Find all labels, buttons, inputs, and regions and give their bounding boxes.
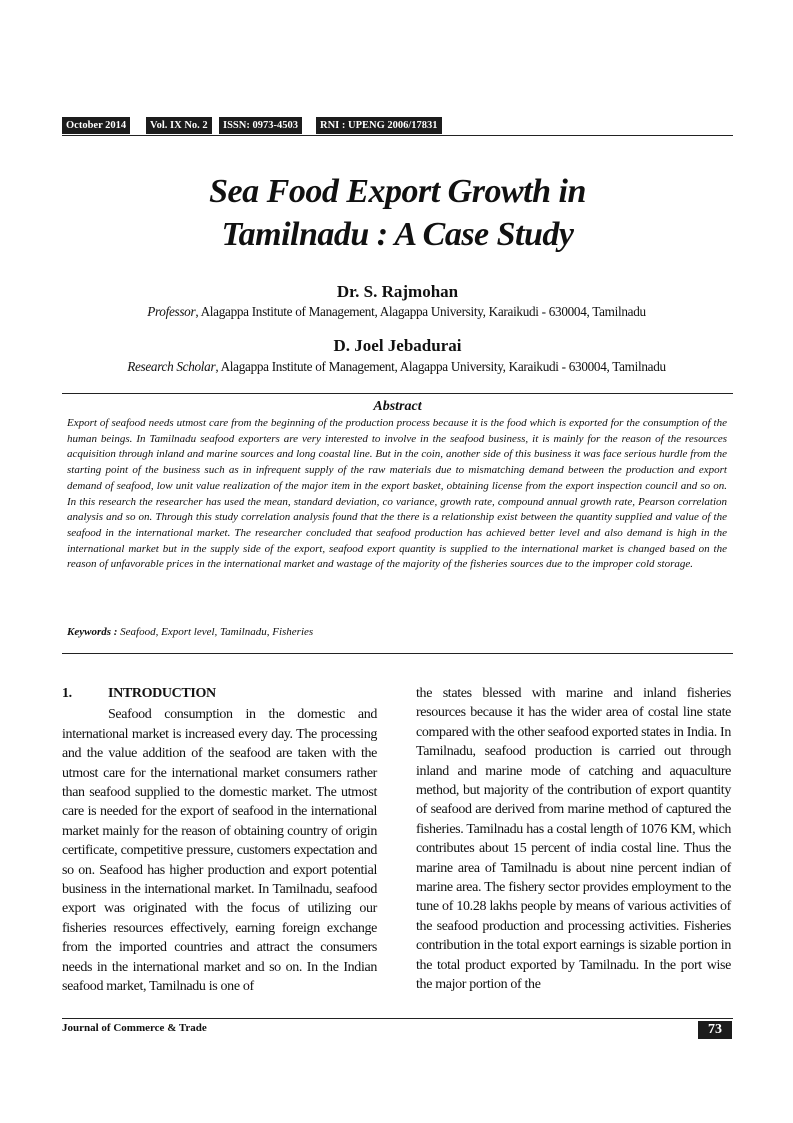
author-2-affiliation: Research Scholar, Alagappa Institute of Management, Alagappa University, Karaikudi - 630004, Tamilnadu xyxy=(127,359,666,374)
abstract-bottom-rule xyxy=(62,653,733,654)
section-heading xyxy=(62,684,377,703)
abstract-heading: Abstract xyxy=(373,399,422,414)
paper-title-line-2: Tamilnadu : A Case Study xyxy=(221,216,574,253)
author-2-role: Research Scholar xyxy=(127,359,216,374)
author-1-name: Dr. S. Rajmohan xyxy=(336,282,459,301)
footer-rule xyxy=(62,1018,733,1019)
body-column-left xyxy=(62,684,377,997)
issue-date-tag: October 2014 xyxy=(62,117,130,134)
rni-tag: RNI : UPENG 2006/17831 xyxy=(316,117,442,134)
author-1-affiliation: Professor, Alagappa Institute of Management, Alagappa University, Karaikudi - 630004, Tamilnadu xyxy=(147,304,646,319)
abstract-text: Export of seafood needs utmost care from the beginning of the production process because it is the food which is exported for the consumption of the human beings. In Tamilnadu seafood exporters are very interested to involve in the seafood business, it is mainly for the reason of the resources acquisition through inland and marine sources and long coastal line. But in the coin, another side of this business it was face serious hurdle from the starting point of the business such as in infrequent supply of the raw materials due to mismatching demand between the production and export demand of seafood, low unit value realization of the major item in the export basket, obtaining license from the export inspection council and so on. In this research the researcher has used the mean, standard deviation, co variance, growth rate, compound annual growth rate, Pearson correlation analysis and so on. Through this study correlation analysis found that the there is a relationship exist between the quantity supplied and value of the seafood in the international market. The researcher concluded that seafood production has achieved better level and also demand is high in the international market but in the supply side of the export, seafood export quantity is supplied to the international market is changed based on the reason of unfavorable prices in the international market and wastage of the majority of the fisheries sources due to the improper cold storage. xyxy=(67,417,727,571)
page-number: 73 xyxy=(698,1021,732,1039)
issue-header-bar xyxy=(62,117,733,136)
volume-tag: Vol. IX No. 2 xyxy=(146,117,212,134)
intro-paragraph-right: the states blessed with marine and inland fisheries resources because it has the wider area of costal line state compared with the other seafood exported states in India. In Tamilnadu, seafood production is carried out through inland and marine mode of catching and aquaculture method, but majority of the contribution of export quantity of seafood are derived from marine method of captured the fisheries. Tamilnadu has a costal length of 1076 KM, which contributes about 15 percent of india costal line. Thus the marine area of Tamilnadu is about nine percent indian of marine area. The fishery sector provides employment to the tune of 10.28 lakhs people by means of various activities of the seafood production and processing activities. Fisheries contribution in the total export earnings is sizable portion in the total product exported by Tamilnadu. In the port wise the major portion of the xyxy=(416,686,731,993)
section-title: INTRODUCTION xyxy=(108,686,216,701)
abstract-top-rule xyxy=(62,393,733,394)
author-1-role: Professor xyxy=(147,304,196,319)
body-column-right xyxy=(416,684,731,995)
section-number: 1. xyxy=(62,686,72,701)
issn-tag: ISSN: 0973-4503 xyxy=(219,117,302,134)
keywords-list: Seafood, Export level, Tamilnadu, Fisheries xyxy=(117,626,314,638)
author-2-name: D. Joel Jebadurai xyxy=(333,336,462,355)
keywords-label: Keywords : xyxy=(67,626,118,638)
journal-name: Journal of Commerce & Trade xyxy=(62,1022,207,1034)
intro-paragraph-left: Seafood consumption in the domestic and international market is increased every day. The processing and the value addition of the seafood are taken with the utmost care for the international market consumers rather than seafood supplied to the domestic market. The utmost care is needed for the export of seafood in the international market mainly for the reason of obtaining country of origin certificate, competitive pressure, customers expectation and so on. Seafood has higher production and export potential business in the international market. In Tamilnadu, seafood export was originated with the focus of utilizing our fisheries resources effectively, earning foreign exchange from the imported countries and attract the consumers needs in the international market and so on. In the Indian seafood market, Tamilnadu is one of xyxy=(62,707,377,995)
keywords xyxy=(67,626,727,638)
paper-title-line-1: Sea Food Export Growth in xyxy=(209,173,586,210)
